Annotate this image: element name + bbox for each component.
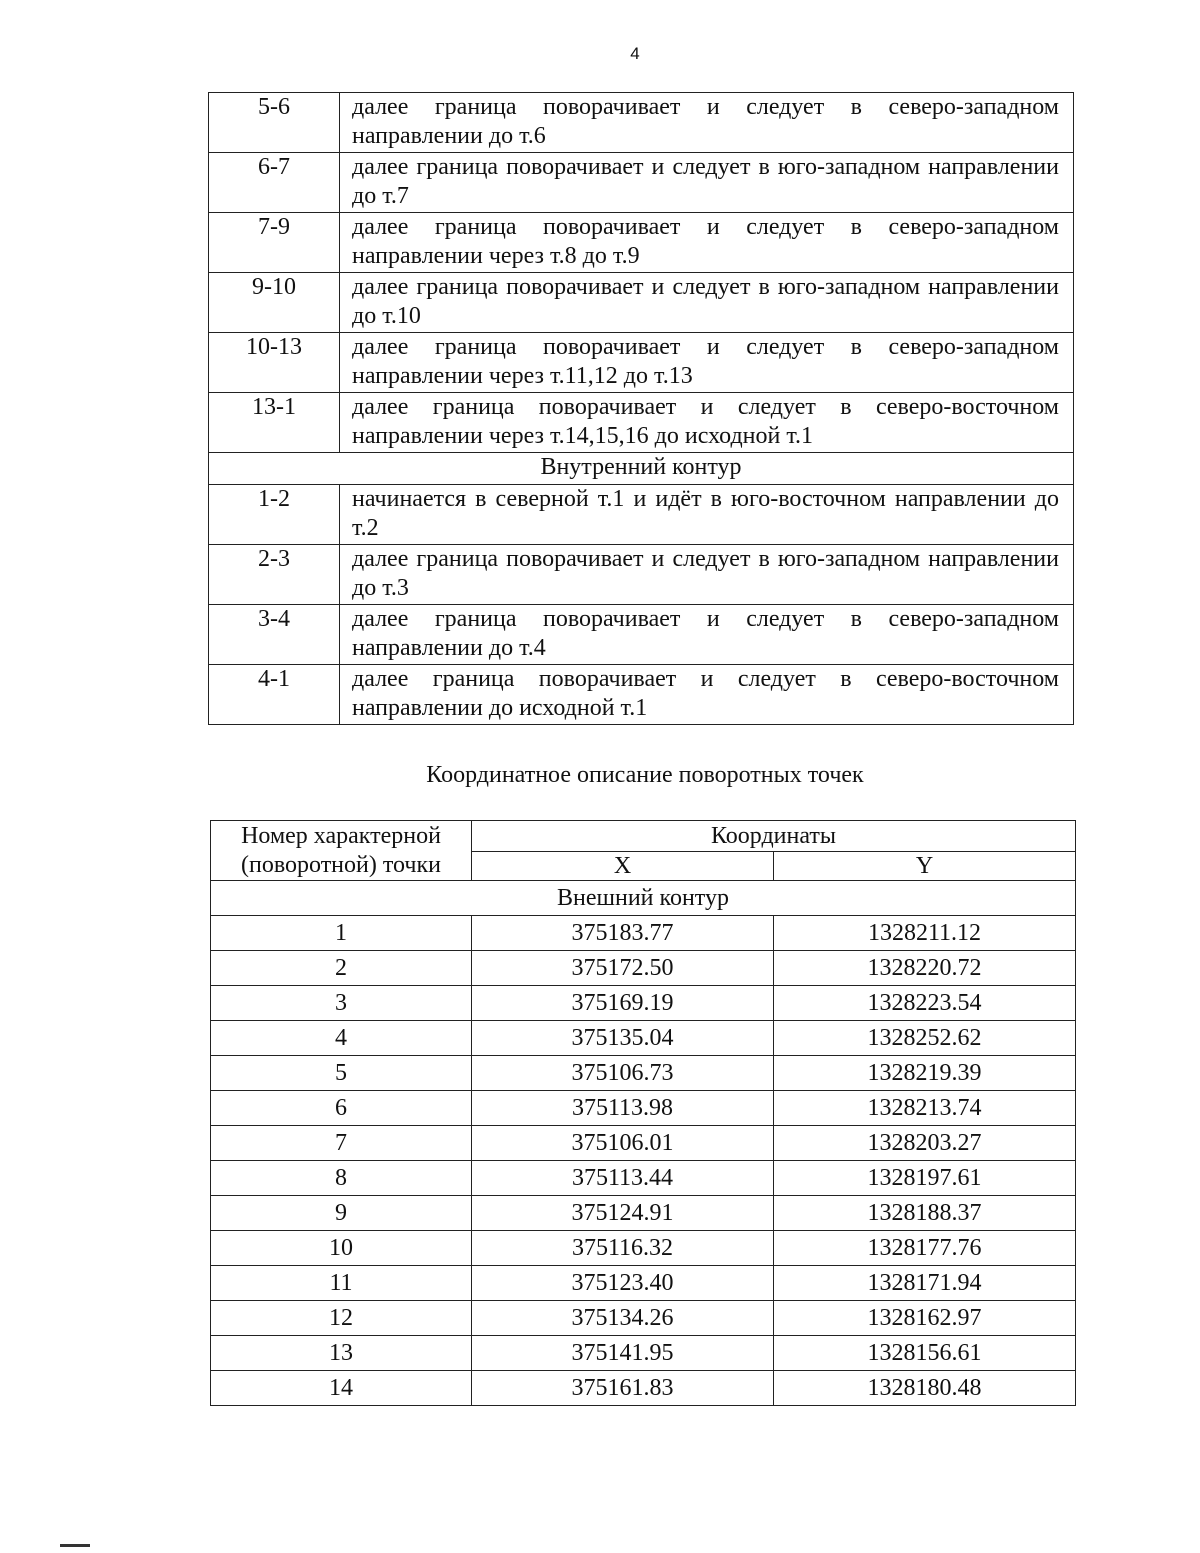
y-coordinate-cell: 1328197.61 xyxy=(774,1161,1076,1196)
point-number-cell: 1 xyxy=(211,916,472,951)
x-coordinate-cell: 375113.44 xyxy=(472,1161,774,1196)
x-coordinate-cell: 375161.83 xyxy=(472,1371,774,1406)
y-coordinate-cell: 1328162.97 xyxy=(774,1301,1076,1336)
y-coordinate-cell: 1328180.48 xyxy=(774,1371,1076,1406)
y-coordinate-cell: 1328171.94 xyxy=(774,1266,1076,1301)
point-number-cell: 7 xyxy=(211,1126,472,1161)
segment-cell: 1-2 xyxy=(209,485,340,545)
inner-contour-row xyxy=(209,453,1074,485)
point-number-cell: 14 xyxy=(211,1371,472,1406)
outer-contour-row xyxy=(211,881,1076,916)
boundary-row xyxy=(209,153,1074,213)
coordinate-row xyxy=(211,916,1076,951)
y-coordinate-cell: 1328213.74 xyxy=(774,1091,1076,1126)
x-coordinate-cell: 375134.26 xyxy=(472,1301,774,1336)
point-number-cell: 2 xyxy=(211,951,472,986)
description-cell: далее граница поворачивает и следует в северо-западном направлении через т.11,12 до т.13 xyxy=(340,333,1074,393)
header-y: Y xyxy=(774,852,1076,881)
inner-contour-label: Внутренний контур xyxy=(209,453,1074,485)
boundary-row xyxy=(209,605,1074,665)
y-coordinate-cell: 1328219.39 xyxy=(774,1056,1076,1091)
coordinate-row xyxy=(211,1056,1076,1091)
y-coordinate-cell: 1328203.27 xyxy=(774,1126,1076,1161)
y-coordinate-cell: 1328188.37 xyxy=(774,1196,1076,1231)
coordinates-table xyxy=(210,820,1076,1406)
coordinate-row xyxy=(211,1301,1076,1336)
segment-cell: 3-4 xyxy=(209,605,340,665)
header-point-number: Номер характерной (поворотной) точки xyxy=(211,821,472,881)
point-number-cell: 3 xyxy=(211,986,472,1021)
segment-cell: 5-6 xyxy=(209,93,340,153)
coordinate-row xyxy=(211,986,1076,1021)
point-number-cell: 8 xyxy=(211,1161,472,1196)
description-cell: далее граница поворачивает и следует в северо-западном направлении до т.6 xyxy=(340,93,1074,153)
point-number-cell: 12 xyxy=(211,1301,472,1336)
description-cell: далее граница поворачивает и следует в северо-западном направлении через т.8 до т.9 xyxy=(340,213,1074,273)
point-number-cell: 11 xyxy=(211,1266,472,1301)
coordinate-row xyxy=(211,1161,1076,1196)
y-coordinate-cell: 1328156.61 xyxy=(774,1336,1076,1371)
boundary-description-table xyxy=(208,92,1074,725)
segment-cell: 9-10 xyxy=(209,273,340,333)
header-x: X xyxy=(472,852,774,881)
y-coordinate-cell: 1328220.72 xyxy=(774,951,1076,986)
description-cell: далее граница поворачивает и следует в северо-западном направлении до т.4 xyxy=(340,605,1074,665)
point-number-cell: 10 xyxy=(211,1231,472,1266)
coordinates-table-body xyxy=(211,821,1076,1406)
boundary-row xyxy=(209,213,1074,273)
description-cell: далее граница поворачивает и следует в юго-западном направлении до т.3 xyxy=(340,545,1074,605)
x-coordinate-cell: 375172.50 xyxy=(472,951,774,986)
coordinate-row xyxy=(211,1266,1076,1301)
x-coordinate-cell: 375106.73 xyxy=(472,1056,774,1091)
coordinate-row xyxy=(211,1021,1076,1056)
coordinate-row xyxy=(211,951,1076,986)
x-coordinate-cell: 375135.04 xyxy=(472,1021,774,1056)
boundary-row xyxy=(209,485,1074,545)
description-cell: начинается в северной т.1 и идёт в юго-восточном направлении до т.2 xyxy=(340,485,1074,545)
header-coordinates: Координаты xyxy=(472,821,1076,852)
x-coordinate-cell: 375106.01 xyxy=(472,1126,774,1161)
coordinates-header-row xyxy=(211,821,1076,852)
y-coordinate-cell: 1328177.76 xyxy=(774,1231,1076,1266)
segment-cell: 2-3 xyxy=(209,545,340,605)
coordinate-row xyxy=(211,1231,1076,1266)
segment-cell: 6-7 xyxy=(209,153,340,213)
x-coordinate-cell: 375124.91 xyxy=(472,1196,774,1231)
y-coordinate-cell: 1328252.62 xyxy=(774,1021,1076,1056)
x-coordinate-cell: 375116.32 xyxy=(472,1231,774,1266)
coordinates-section-title: Координатное описание поворотных точек xyxy=(426,762,864,788)
coordinate-row xyxy=(211,1196,1076,1231)
scan-edge-mark xyxy=(60,1544,90,1547)
description-cell: далее граница поворачивает и следует в северо-восточном направлении до исходной т.1 xyxy=(340,665,1074,725)
page-number: 4 xyxy=(630,44,640,63)
segment-cell: 4-1 xyxy=(209,665,340,725)
point-number-cell: 9 xyxy=(211,1196,472,1231)
point-number-cell: 4 xyxy=(211,1021,472,1056)
coordinate-row xyxy=(211,1336,1076,1371)
y-coordinate-cell: 1328211.12 xyxy=(774,916,1076,951)
boundary-row xyxy=(209,333,1074,393)
boundary-row xyxy=(209,273,1074,333)
description-cell: далее граница поворачивает и следует в юго-западном направлении до т.10 xyxy=(340,273,1074,333)
boundary-table-body xyxy=(209,93,1074,725)
x-coordinate-cell: 375141.95 xyxy=(472,1336,774,1371)
x-coordinate-cell: 375123.40 xyxy=(472,1266,774,1301)
x-coordinate-cell: 375113.98 xyxy=(472,1091,774,1126)
x-coordinate-cell: 375183.77 xyxy=(472,916,774,951)
coordinate-row xyxy=(211,1371,1076,1406)
boundary-row xyxy=(209,545,1074,605)
coordinate-row xyxy=(211,1091,1076,1126)
description-cell: далее граница поворачивает и следует в северо-восточном направлении через т.14,15,16 до исходной т.1 xyxy=(340,393,1074,453)
point-number-cell: 13 xyxy=(211,1336,472,1371)
segment-cell: 13-1 xyxy=(209,393,340,453)
coordinate-row xyxy=(211,1126,1076,1161)
segment-cell: 10-13 xyxy=(209,333,340,393)
y-coordinate-cell: 1328223.54 xyxy=(774,986,1076,1021)
x-coordinate-cell: 375169.19 xyxy=(472,986,774,1021)
point-number-cell: 5 xyxy=(211,1056,472,1091)
boundary-row xyxy=(209,93,1074,153)
segment-cell: 7-9 xyxy=(209,213,340,273)
point-number-cell: 6 xyxy=(211,1091,472,1126)
boundary-row xyxy=(209,393,1074,453)
boundary-row xyxy=(209,665,1074,725)
outer-contour-label: Внешний контур xyxy=(211,881,1076,916)
description-cell: далее граница поворачивает и следует в юго-западном направлении до т.7 xyxy=(340,153,1074,213)
